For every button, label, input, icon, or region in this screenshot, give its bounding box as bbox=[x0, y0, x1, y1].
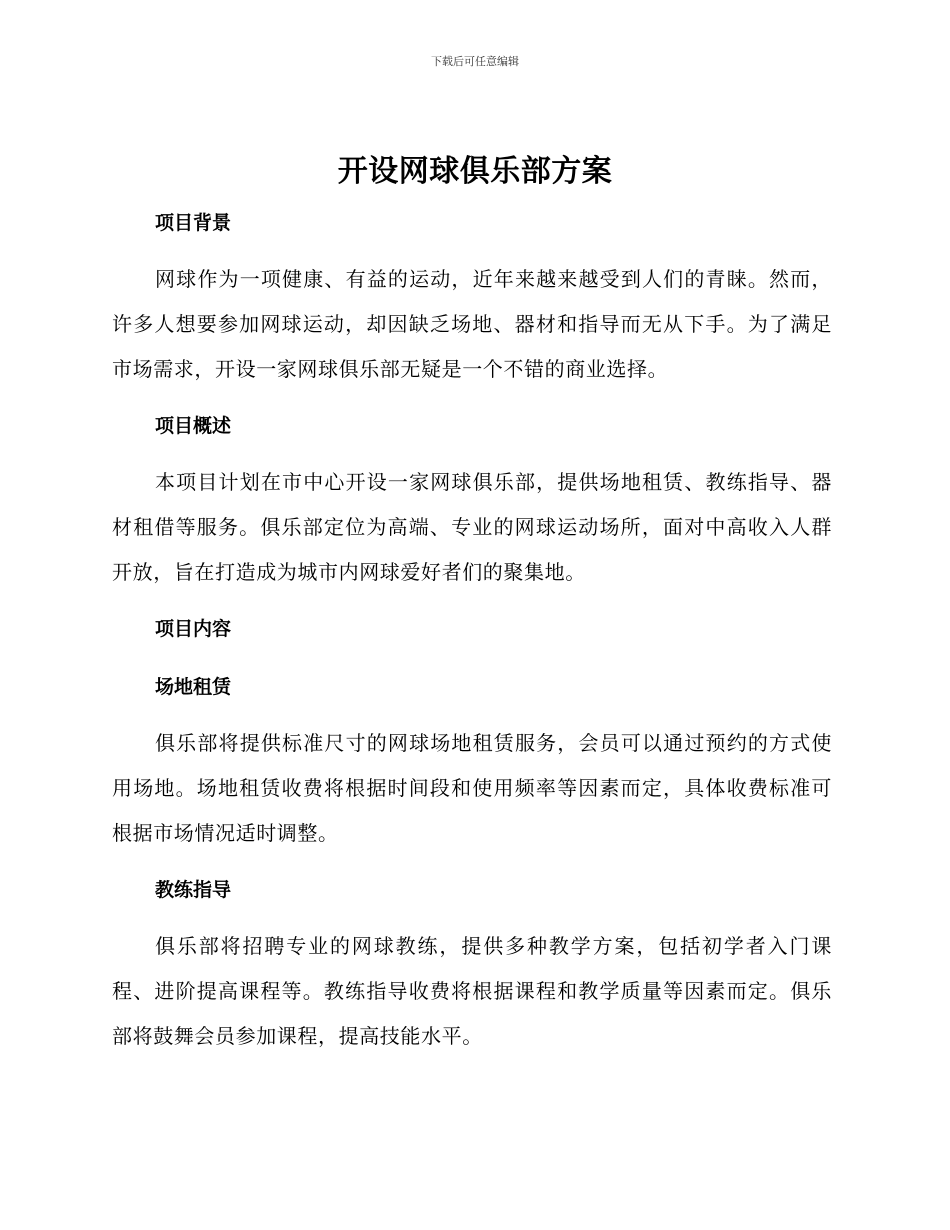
section-heading: 项目背景 bbox=[155, 212, 232, 234]
section-paragraph: 俱乐部将提供标准尺寸的网球场地租赁服务，会员可以通过预约的方式使用场地。场地租赁收费将根据时间段和使用频率等因素而定，具体收费标准可根据市场情况适时调整。 bbox=[112, 731, 832, 845]
section-coaching bbox=[112, 868, 832, 1059]
section-overview bbox=[112, 404, 832, 595]
section-paragraph: 本项目计划在市中心开设一家网球俱乐部，提供场地租赁、教练指导、器材租借等服务。俱乐部定位为高端、专业的网球运动场所，面对中高收入人群开放，旨在打造成为城市内网球爱好者们的聚集地。 bbox=[112, 470, 832, 584]
section-paragraph: 俱乐部将招聘专业的网球教练，提供多种教学方案，包括初学者入门课程、进阶提高课程等。教练指导收费将根据课程和教学质量等因素而定。俱乐部将鼓舞会员参加课程，提高技能水平。 bbox=[112, 934, 832, 1048]
section-heading: 项目内容 bbox=[155, 618, 232, 640]
section-paragraph: 网球作为一项健康、有益的运动，近年来越来越受到人们的青睐。然而，许多人想要参加网球运动，却因缺乏场地、器材和指导而无从下手。为了满足市场需求，开设一家网球俱乐部无疑是一个不错的商业选择。 bbox=[112, 267, 832, 381]
section-content bbox=[112, 607, 832, 651]
section-heading: 教练指导 bbox=[155, 879, 232, 901]
section-background bbox=[112, 201, 832, 392]
section-heading: 场地租赁 bbox=[155, 676, 232, 698]
section-heading: 项目概述 bbox=[155, 415, 232, 437]
document-body bbox=[112, 201, 832, 1071]
header-note: 下载后可任意编辑 bbox=[431, 55, 519, 68]
section-court-rental bbox=[112, 665, 832, 856]
spacer bbox=[112, 651, 832, 665]
document-title: 开设网球俱乐部方案 bbox=[337, 154, 613, 189]
